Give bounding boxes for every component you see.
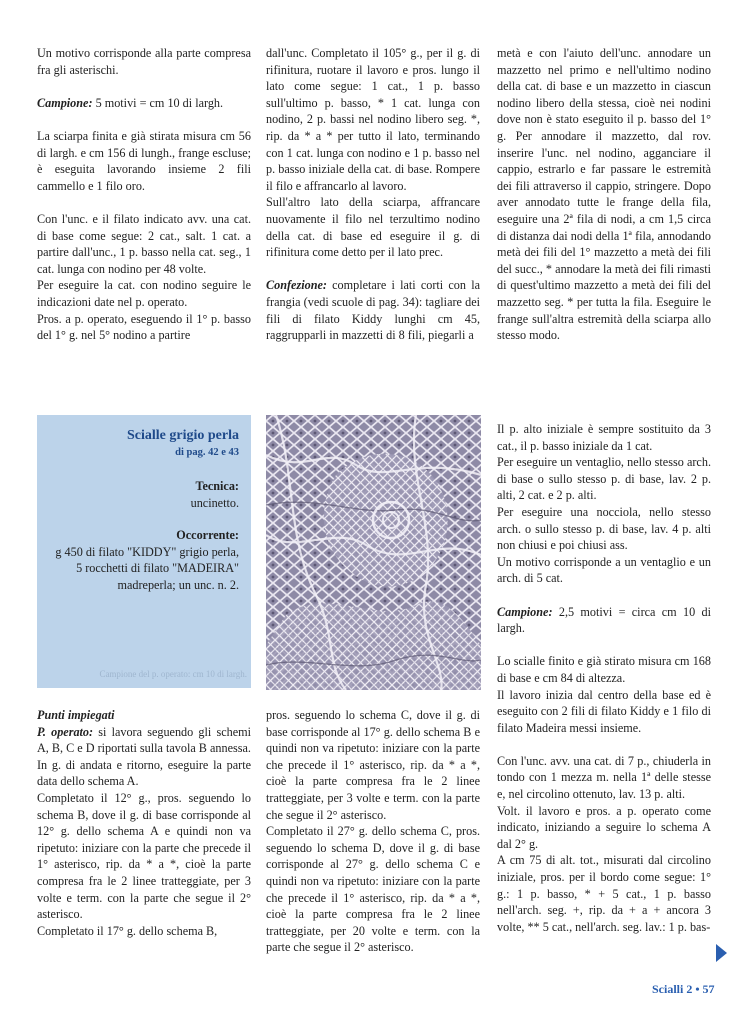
paragraph: Sull'altro lato della sciarpa, affrancare nuovamente il filo nel terzultimo nodino della cat. di base ed eseguire il g. di rifinitura come detto per il lato prec.	[266, 195, 480, 260]
paragraph: Pros. a p. operato, eseguendo il 1° p. basso del 1° g. nel 5° nodino a partire	[37, 311, 251, 343]
tecnica-label: Tecnica:	[195, 479, 239, 493]
campione-text: 2,5 motivi = circa cm 10 di largh.	[497, 604, 711, 636]
campione-paragraph	[37, 95, 251, 112]
paragraph: In g. di andata e ritorno, eseguire la parte data dello schema A.	[37, 757, 251, 789]
lace-photo	[266, 415, 481, 690]
campione-text: 5 motivi = cm 10 di largh.	[92, 95, 224, 110]
paragraph: Con l'unc. avv. una cat. di 7 p., chiuderla in tondo con 1 mezza m. nella 1ª delle stesse e, nel circolino ottenuto, lav. 13 p. alti.	[497, 753, 711, 802]
paragraph: A cm 75 di alt. tot., misurati dal circolino iniziale, pros. per il bordo come segue: 1° g.: 1 p. basso, * + 5 cat., 1 p. basso nell'arch. seg. +, rip. da + a + ancora 3 volte, ** 5 cat., nell'arch. seg. lav.: 1 p. bas-	[497, 853, 711, 934]
text-column-3	[497, 45, 711, 344]
paragraph: Lo scialle finito e già stirato misura cm 168 di base e cm 84 di altezza.	[497, 654, 711, 685]
text-column-5	[266, 707, 480, 956]
ghost-caption: Campione del p. operato: cm 10 di largh.	[99, 669, 247, 679]
occorrente-value: g 450 di filato "KIDDY" grigio perla, 5 rocchetti di filato "MADEIRA" madreperla; un unc. n. 2.	[55, 544, 239, 592]
confezione-text: completare i lati corti con la frangia (vedi scuole di pag. 34): tagliare dei fili di filato Kiddy lunghi cm 45, raggrupparli in mazzetti di 8 fili, piegarli a	[266, 278, 480, 343]
box-subtitle: di pag. 42 e 43	[175, 447, 239, 458]
confezione-label: Confezione:	[266, 278, 327, 293]
campione-label: Campione:	[497, 604, 553, 619]
box-title: Scialle grigio perla	[127, 428, 239, 443]
occorrente-label: Occorrente:	[176, 528, 239, 543]
paragraph: Un motivo corrisponde a un ventaglio e un arch. di 5 cat.	[497, 554, 711, 586]
paragraph: Volt. il lavoro e pros. a p. operato come indicato, iniziando a seguire lo schema A dal 2° g.	[497, 803, 711, 851]
lace-pattern-image	[266, 415, 481, 690]
project-info-box	[37, 415, 251, 688]
paragraph: Il p. alto iniziale è sempre sostituito da 3 cat., il p. basso iniziale da 1 cat.	[497, 422, 711, 453]
confezione-paragraph	[266, 277, 480, 343]
paragraph: Completato il 17° g. dello schema B,	[37, 923, 218, 938]
paragraph: metà e con l'aiuto dell'unc. annodare un mazzetto nel primo e nell'ultimo nodino della cat. di base e un mazzetto in ciascun nodino libero della stessa, cioè nei nodini dove non è stato eseguito il p. basso del 1° g. Per annodare il mazzetto, dal rov. inserire l'unc. nel nodino, agganciare il cappio, estrarlo e far passare le estremità dei fili attraverso il cappio, stringere. Dopo aver annodato tutte le frange della fila, eseguire una 2ª fila di nodi, a cm 1,5 circa di distanza dai nodi della 1ª fila, annodando metà dei fili del 1° mazzetto a metà dei fili del succ., * annodare la metà dei fili rimasti di quest'ultimo mazzetto a metà dei fili del mazzetto seg. * per tutta la fila. Eseguire le frange sull'altra estremità della sciarpa allo stesso modo.	[497, 46, 711, 343]
paragraph: Il lavoro inizia dal centro della base ed è eseguito con 2 fili di filato Kiddy e 1 filo di filato Madeira messi insieme.	[497, 687, 711, 735]
campione-label: Campione:	[37, 95, 93, 110]
paragraph: Per eseguire un ventaglio, nello stesso arch. di base o sullo stesso p. di base, lav. 2 p. alti, 2 cat. e 2 p. alti.	[497, 455, 711, 503]
paragraph: Completato il 27° g. dello schema C, pros. seguendo lo schema D, dove il g. di base corrisponde al 27° g. dello schema C e quindi non va ripetuto: iniziare con la parte che precede il 1° asterisco, rip. da * a *, cioè la parte compresa fra le 2 linee tratteggiate, per 20 volte e term. con la parte che segue il 2° asterisco.	[266, 824, 480, 955]
paragraph: Completato il 12° g., pros. seguendo lo schema B, dove il g. di base corrisponde al 12° g. dello schema A e quindi non va ripetuto: iniziare con la parte che precede il 1° asterisco, rip. da * a *, cioè la parte compresa fra le 2 linee tratteggiate, per 3 volte e term. con la parte che segue il 2° asterisco.	[37, 790, 251, 922]
paragraph: Per eseguire una nocciola, nello stesso arch. o sullo stesso p. di base, lav. 4 p. alti non chiusi e poi chiusi ass.	[497, 504, 711, 553]
campione-paragraph	[497, 604, 711, 637]
paragraph: Un motivo corrisponde alla parte compresa fra gli asterischi.	[37, 46, 251, 77]
text-column-6	[497, 421, 711, 935]
text-column-2	[266, 45, 480, 344]
p-operato-text: si lavora seguendo gli schemi A, B, C e D riportati sulla tavola B annessa.	[37, 724, 251, 756]
section-heading: Punti impiegati	[37, 708, 115, 722]
p-operato-label: P. operato:	[37, 724, 94, 739]
continue-arrow-icon	[716, 944, 727, 962]
p-operato-paragraph	[37, 724, 251, 757]
paragraph: Per eseguire la cat. con nodino seguire le indicazioni date nel p. operato.	[37, 278, 251, 309]
tecnica-value: uncinetto.	[190, 495, 239, 510]
page-folio: Scialli 2 • 57	[652, 982, 715, 996]
paragraph: pros. seguendo lo schema C, dove il g. di base corrisponde al 17° g. dello schema B e quindi non va ripetuto: iniziare con la parte che precede il 1° asterisco, rip. da * a *, cioè la parte compresa fra le 2 linee tratteggiate, per 3 volte e term. con la parte che segue il 2° asterisco.	[266, 708, 480, 822]
paragraph: Con l'unc. e il filato indicato avv. una cat. di base come segue: 2 cat., salt. 1 cat. a partire dall'unc., 1 p. basso nella cat. seg., 1 cat. lunga con nodino per 48 volte.	[37, 211, 251, 276]
paragraph: La sciarpa finita e già stirata misura cm 56 di largh. e cm 156 di lungh., frange escluse; è eseguita lavorando insieme 2 fili cammello e 1 filo oro.	[37, 128, 251, 193]
paragraph: dall'unc. Completato il 105° g., per il g. di rifinitura, ruotare il lavoro e pros. lungo il lato come segue: 1 cat., 1 p. basso sull'ultimo p. basso, * 1 cat. lunga con nodino, 2 p. bassi nel nodino libero seg. *, rip. da * a * per tutto il lato, terminando con 1 cat. lunga con nodino e 1 p. basso nel p. basso iniziale della cat. di base. Rompere il filo e affrancarlo al lavoro.	[266, 46, 480, 193]
text-column-4	[37, 707, 251, 939]
text-column-1	[37, 45, 251, 344]
